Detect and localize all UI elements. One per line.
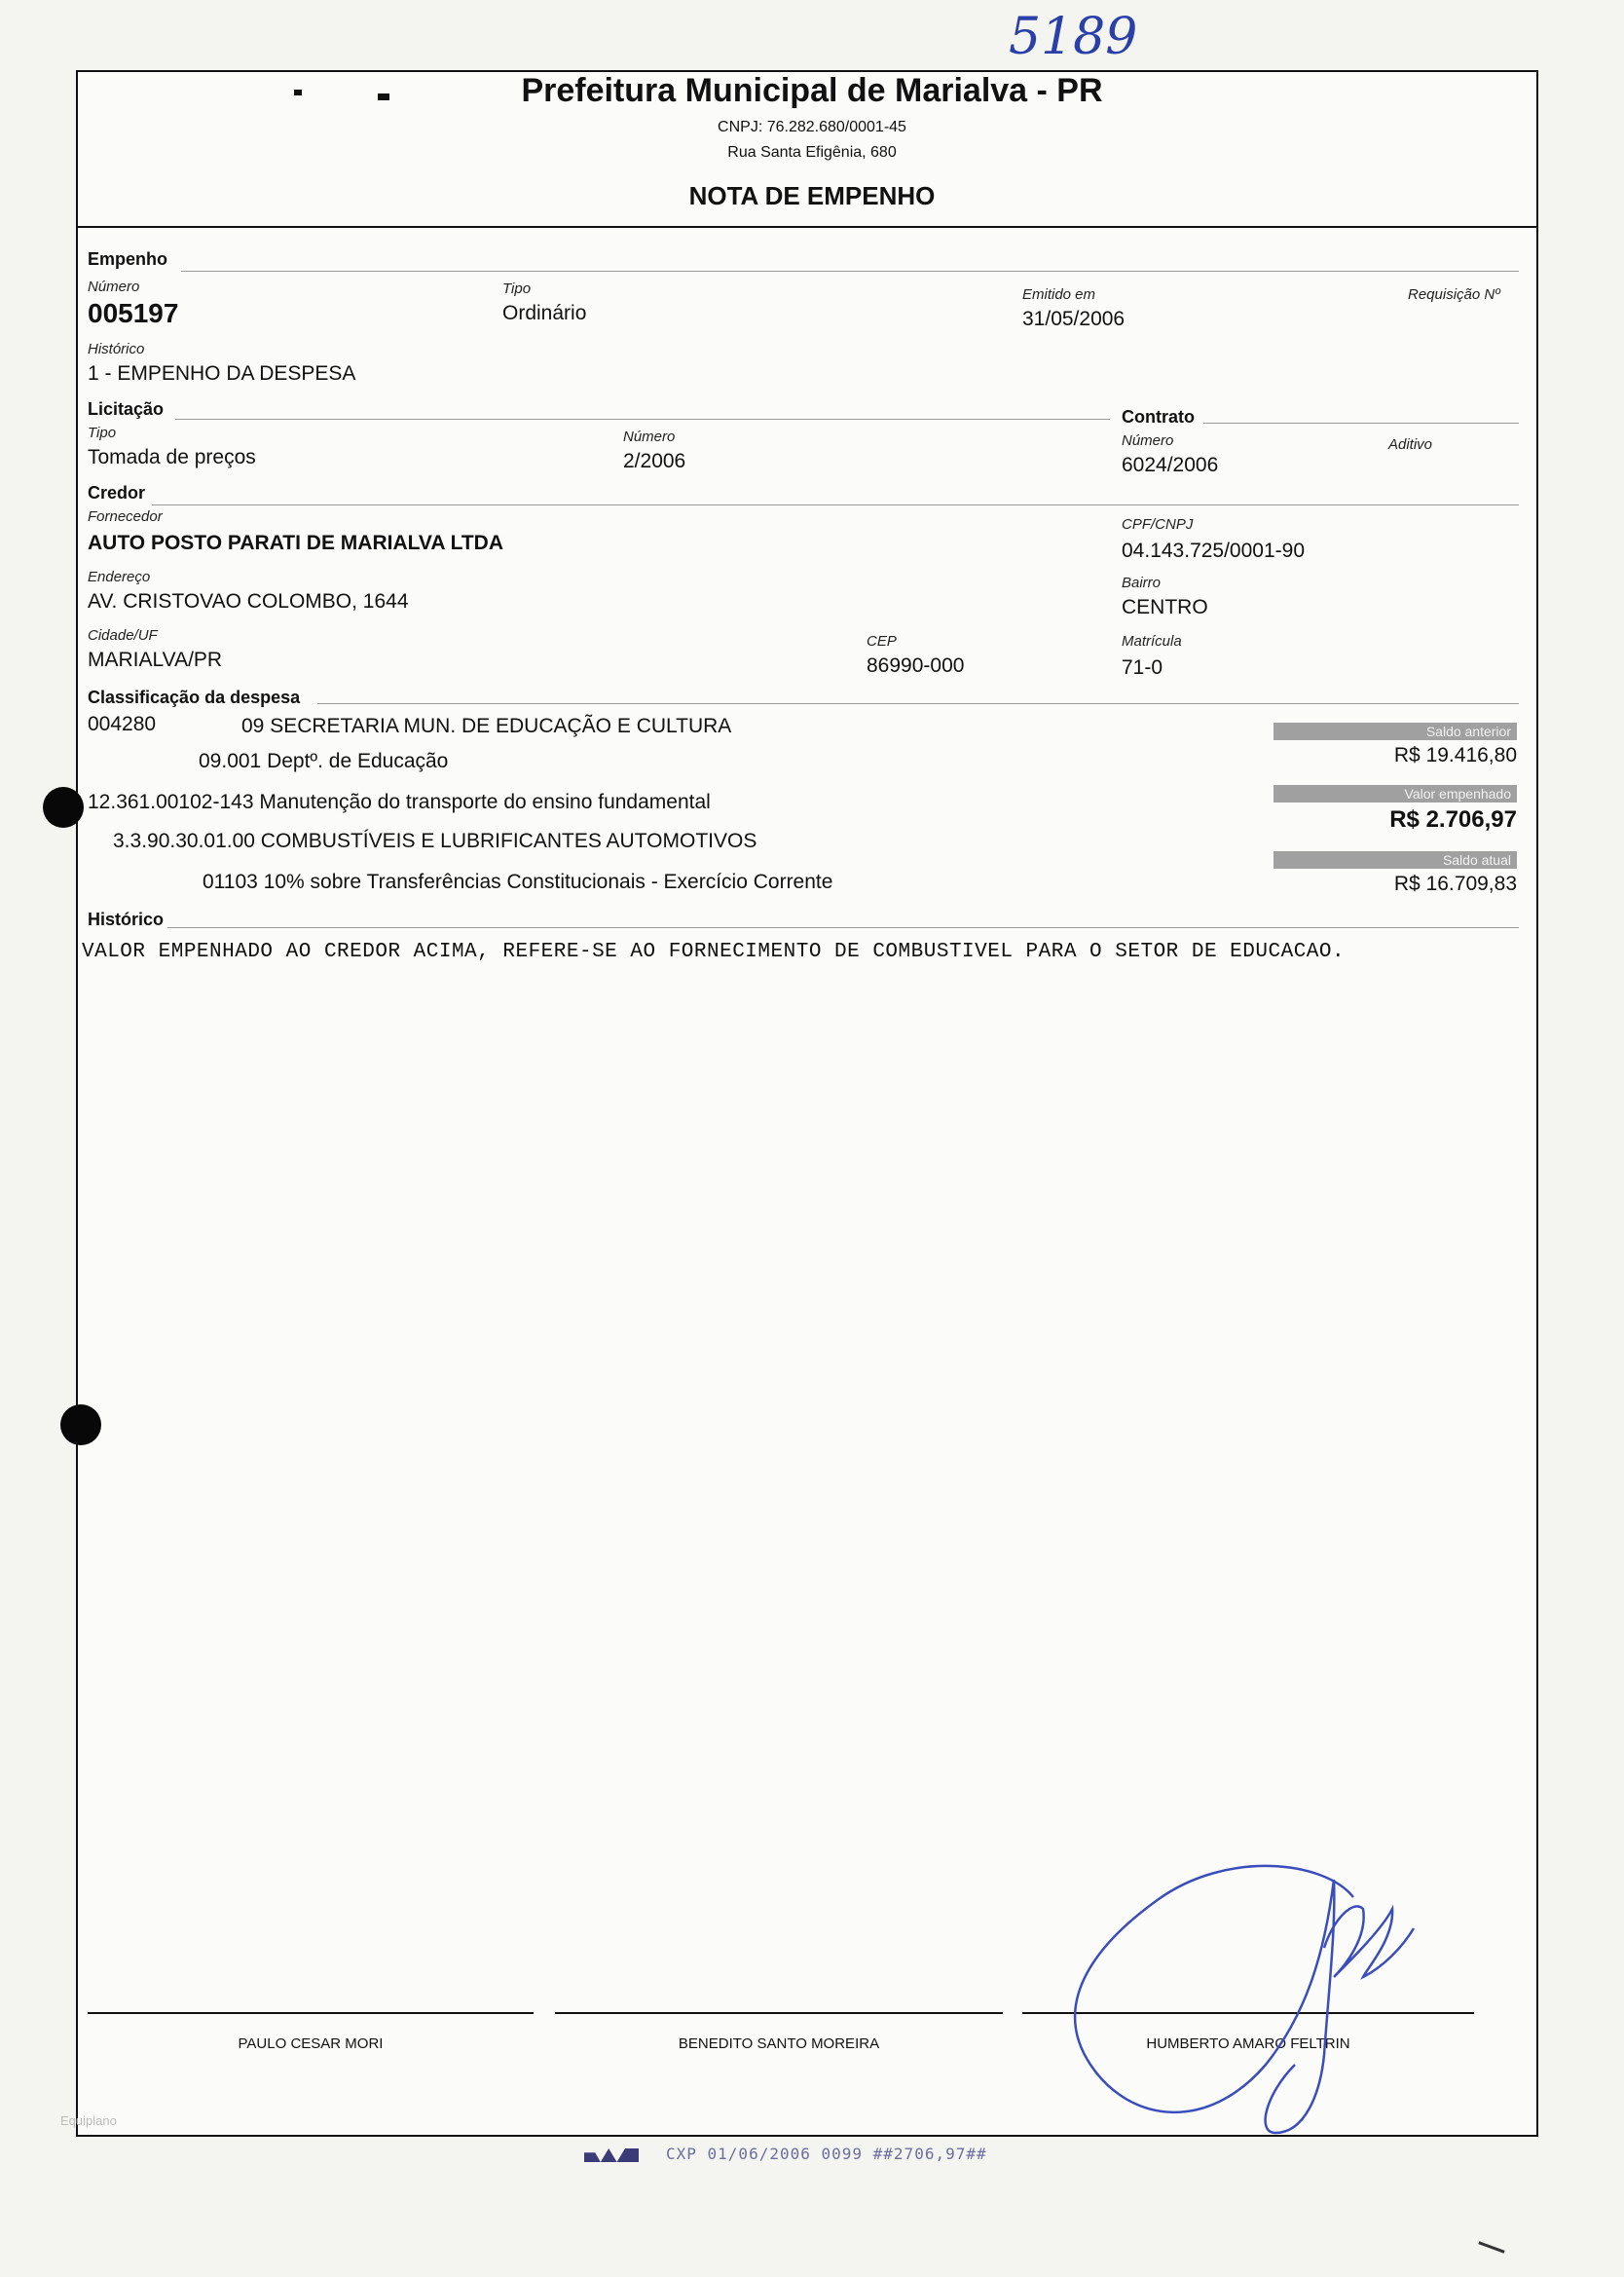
licitacao-numero-label: Número (623, 429, 676, 445)
empenho-tipo: Ordinário (502, 302, 587, 324)
classificacao-funcional: 12.361.00102-143 Manutenção do transporte do ensino fundamental (88, 791, 711, 813)
requisicao-label: Requisição Nº (1408, 286, 1500, 303)
licitacao-numero: 2/2006 (623, 450, 686, 472)
matricula: 71-0 (1122, 656, 1163, 679)
empenho-historico: 1 - EMPENHO DA DESPESA (88, 362, 356, 385)
header-divider (76, 226, 1536, 228)
bairro-label: Bairro (1122, 575, 1162, 591)
contrato-numero-label: Número (1122, 432, 1174, 449)
signature-name-3: HUMBERTO AMARO FELTRIN (1146, 2035, 1350, 2052)
section-contrato: Contrato (1122, 407, 1195, 427)
section-historico: Histórico (88, 910, 165, 929)
licitacao-tipo: Tomada de preços (88, 446, 256, 468)
cep-label: CEP (867, 633, 897, 650)
section-rule (1203, 423, 1519, 424)
signature-line (88, 2012, 534, 2014)
cidade: MARIALVA/PR (88, 649, 223, 671)
municipality-address: Rua Santa Efigênia, 680 (727, 144, 897, 161)
scan-mark (1478, 2241, 1504, 2253)
valor-empenhado-label: Valor empenhado (1273, 785, 1517, 803)
municipality-cnpj: CNPJ: 76.282.680/0001-45 (718, 119, 906, 135)
handwritten-signature (1032, 1841, 1421, 2152)
empenho-numero: 005197 (88, 298, 179, 328)
saldo-anterior-label: Saldo anterior (1273, 723, 1517, 740)
cep: 86990-000 (867, 654, 965, 677)
empenho-numero-label: Número (88, 279, 140, 295)
saldo-atual-label: Saldo atual (1273, 851, 1517, 869)
section-rule (181, 271, 1519, 272)
contrato-aditivo-label: Aditivo (1388, 436, 1433, 453)
section-rule (175, 419, 1110, 420)
classificacao-code: 004280 (88, 713, 157, 735)
handwritten-note: 5189 (1009, 8, 1138, 66)
valor-empenhado: R$ 2.706,97 (1389, 806, 1517, 833)
footer-brand: Equiplano (60, 2113, 117, 2128)
emitido-label: Emitido em (1022, 286, 1096, 303)
section-rule (317, 703, 1519, 704)
section-licitacao: Licitação (88, 399, 165, 419)
fornecedor-name: AUTO POSTO PARATI DE MARIALVA LTDA (88, 532, 503, 554)
endereco-label: Endereço (88, 569, 151, 585)
saldo-atual: R$ 16.709,83 (1393, 873, 1517, 895)
signature-name-2: BENEDITO SANTO MOREIRA (678, 2035, 880, 2052)
bairro: CENTRO (1122, 596, 1208, 618)
saldo-anterior: R$ 19.416,80 (1393, 744, 1517, 766)
signature-line (555, 2012, 1003, 2014)
credor-cnpj-label: CPF/CNPJ (1122, 516, 1194, 533)
section-rule (152, 504, 1519, 505)
signature-name-1: PAULO CESAR MORI (238, 2035, 384, 2052)
section-credor: Credor (88, 483, 146, 503)
classificacao-natureza: 3.3.90.30.01.00 COMBUSTÍVEIS E LUBRIFICANTES AUTOMOTIVOS (113, 830, 757, 852)
endereco: AV. CRISTOVAO COLOMBO, 1644 (88, 590, 409, 613)
classificacao-fonte: 01103 10% sobre Transferências Constitucionais - Exercício Corrente (203, 871, 833, 893)
classificacao-orgao: 09 SECRETARIA MUN. DE EDUCAÇÃO E CULTURA (241, 715, 732, 737)
punch-hole (43, 787, 84, 828)
fornecedor-label: Fornecedor (88, 508, 163, 525)
bank-stamp-logo (584, 2148, 639, 2162)
emitido-date: 31/05/2006 (1022, 308, 1126, 330)
licitacao-tipo-label: Tipo (88, 425, 117, 441)
classificacao-unidade: 09.001 Deptº. de Educação (199, 750, 449, 772)
document-title: NOTA DE EMPENHO (688, 181, 936, 210)
punch-hole (60, 1404, 101, 1445)
section-rule (167, 927, 1519, 928)
bank-stamp-text: CXP 01/06/2006 0099 ##2706,97## (666, 2145, 987, 2163)
historico-text: VALOR EMPENHADO AO CREDOR ACIMA, REFERE-SE AO FORNECIMENTO DE COMBUSTIVEL PARA O SETOR DE EDUCACAO. (82, 941, 1346, 963)
credor-cnpj: 04.143.725/0001-90 (1122, 540, 1306, 562)
empenho-tipo-label: Tipo (502, 280, 532, 297)
section-empenho: Empenho (88, 249, 168, 269)
municipality-title: Prefeitura Municipal de Marialva - PR (521, 72, 1103, 109)
contrato-numero: 6024/2006 (1122, 454, 1219, 476)
matricula-label: Matrícula (1122, 633, 1182, 650)
cidade-label: Cidade/UF (88, 627, 158, 644)
section-classificacao: Classificação da despesa (88, 688, 301, 707)
empenho-historico-label: Histórico (88, 341, 145, 357)
